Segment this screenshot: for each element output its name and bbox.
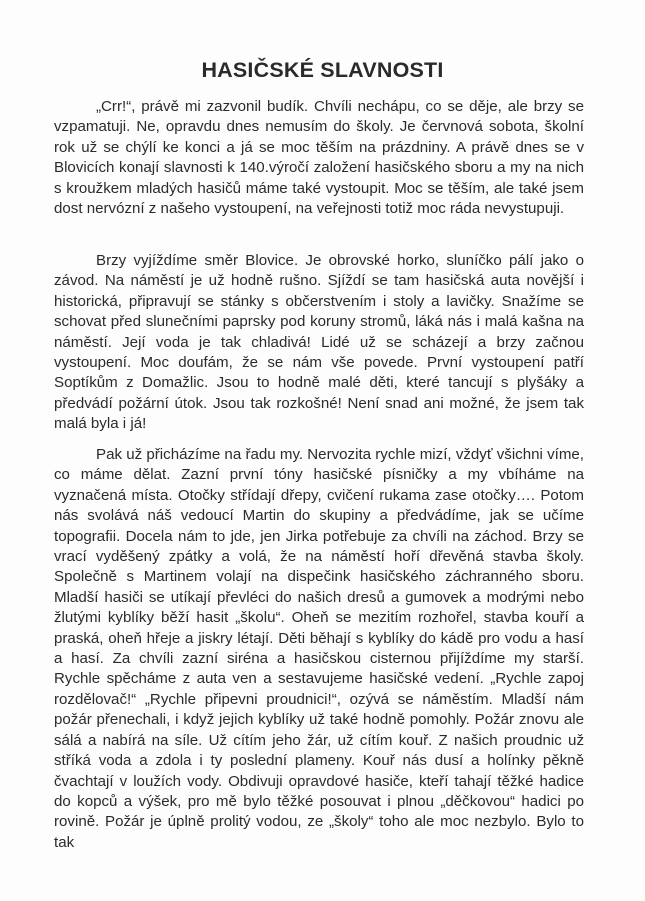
paragraph-2: Brzy vyjíždíme směr Blovice. Je obrovské horko, sluníčko pálí jako o závod. Na náměstí je už hodně rušno. Sjíždí se tam hasičská auta novější i historická, připravují se stánky s občerstvením i stoly a lavičky. Snažíme se schovat před slunečními paprsky pod koruny stromů, láká nás i malá kašna na náměstí. Její voda je tak chladivá! Lidé už se scházejí a brzy začnou vystoupení. Moc doufám, že se nám vše povede. První vystoupení patří Soptíkům z Domažlic. Jsou to hodně malé děti, které tancují s plyšáky a předvádí požární útok. Jsou tak rozkošné! Není snad ani možné, že jsem tak malá byla i já!	[54, 252, 584, 433]
paragraph-1: „Crr!“, právě mi zazvonil budík. Chvíli nechápu, co se děje, ale brzy se vzpamatuji. Ne, opravdu dnes nemusím do školy. Je červnová sobota, školní rok už se chýlí ke konci a já se moc těším na prázdniny. A právě dnes se v Blovicích konají slavnosti k 140.výročí založení hasičského sboru a my na nich s kroužkem mladých hasičů máme také vystoupit. Moc se těším, ale také jsem dost nervózní z našeho vystoupení, na veřejnosti totiž moc ráda nevystupuji.	[54, 98, 584, 218]
document-title: HASIČSKÉ SLAVNOSTI	[201, 58, 444, 83]
paragraph-3: Pak už přicházíme na řadu my. Nervozita rychle mizí, vždyť všichni víme, co máme dělat. Zazní první tóny hasičské písničky a my vbíháme na vyznačená místa. Otočky střídají dřepy, cvičení rukama zase otočky…. Potom nás svolává náš vedoucí Martin do skupiny a předvádíme, jak se učíme topografii. Docela nám to jde, jen Jirka potřebuje za chvíli na záchod. Brzy se vrací vyděšený zpátky a volá, že na náměstí hoří dřevěná stavba školy. Společně s Martinem volají na dispečink hasičského záchranného sboru. Mladší hasiči se utíkají převléci do našich dresů a gumovek a modrými nebo žlutými kyblíky běží hasit „školu“. Oheň se mezitím rozhořel, stavba kouří a praská, oheň hřeje a jiskry létají. Děti běhají s kyblíky do kádě pro vodu a hasí a hasí. Za chvíli zazní siréna a hasičskou cisternou přijíždíme my starší. Rychle spěcháme z auta ven a sestavujeme hasičské vedení. „Rychle zapoj rozdělovač!“ „Rychle připevni proudnici!“, ozývá se náměstím. Mladší nám požár přenechali, i když jejich kyblíky už také hodně pomohly. Požár znovu ale sálá a nabírá na síle. Už cítím jeho žár, už cítím kouř. Z našich proudnic už stříká voda a zdola i ty poslední plameny. Kouř nás dusí a holínky pěkně čvachtají v loužích vody. Obdivuji opravdové hasiče, kteří tahají těžké hadice do kopců a výšek, pro mě bylo těžké posouvat i plnou „děčkovou“ hadici po rovině. Požár je úplně prolitý vodou, ze „školy“ toho ale moc nezbylo. Bylo to tak	[54, 446, 584, 851]
